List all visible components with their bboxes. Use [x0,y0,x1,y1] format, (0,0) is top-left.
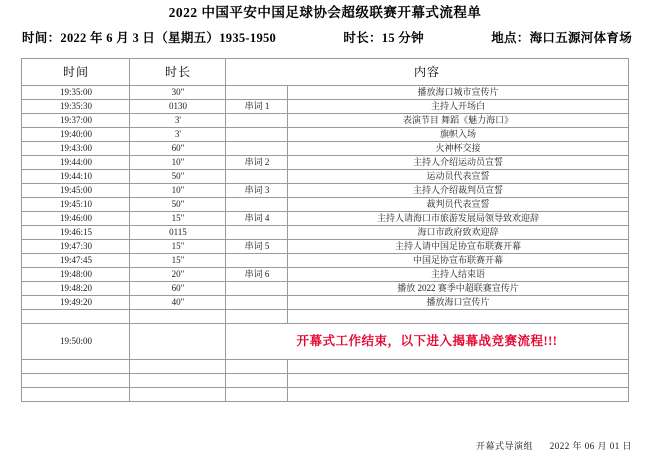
table-row [22,169,628,183]
table-row [22,183,628,197]
cell-duration: 3' [130,113,226,127]
cell-time: 19:46:15 [22,225,130,239]
table-row [22,239,628,253]
cell-desc: 海口市政府致欢迎辞 [288,225,628,239]
cell-desc: 主持人介绍运动员宣誓 [288,155,628,169]
cell-desc: 运动员代表宣誓 [288,169,628,183]
cell-time: 19:44:00 [22,155,130,169]
table-row [22,253,628,267]
table-row-spacer [22,309,628,323]
cell-desc [288,373,628,387]
cell-duration: 60" [130,141,226,155]
cell-time: 19:35:30 [22,99,130,113]
table-row-spacer [22,373,628,387]
cell-time: 19:35:00 [22,85,130,99]
cell-time: 19:40:00 [22,127,130,141]
document-footer [476,439,632,452]
cell-duration: 50" [130,197,226,211]
cell-time [22,387,130,401]
cell-duration [130,359,226,373]
info-time: 时间：2022 年 6 月 3 日（星期五）1935-1950 [22,30,277,45]
cell-desc: 中国足协宣布联赛开幕 [288,253,628,267]
cell-time [22,309,130,323]
table-row-spacer [22,359,628,373]
cell-label [226,141,288,155]
cell-duration: 0115 [130,225,226,239]
cell-label [226,169,288,183]
cell-desc: 旗帜入场 [288,127,628,141]
cell-time-final: 19:50:00 [22,323,130,359]
cell-duration: 40" [130,295,226,309]
cell-desc: 主持人请海口市旅游发展局领导致欢迎辞 [288,211,628,225]
cell-time: 19:47:30 [22,239,130,253]
table-row [22,197,628,211]
cell-duration [130,373,226,387]
table-row [22,99,628,113]
cell-time: 19:48:20 [22,281,130,295]
cell-duration: 50" [130,169,226,183]
cell-desc [288,359,628,373]
final-note-text: 开幕式工作结束，以下进入揭幕战竞赛流程!!! [296,333,558,348]
cell-desc: 主持人介绍裁判员宣誓 [288,183,628,197]
table-row [22,155,628,169]
cell-label [226,309,288,323]
table-row-spacer [22,387,628,401]
cell-desc: 播放 2022 赛季中超联赛宣传片 [288,281,628,295]
schedule-table [21,58,628,402]
cell-label: 串词 5 [226,239,288,253]
table-row [22,267,628,281]
info-venue: 地点：海口五源河体育场 [491,30,632,45]
cell-final-note [226,323,628,359]
table-row [22,113,628,127]
cell-label: 串词 4 [226,211,288,225]
table-row-final [22,323,628,359]
cell-time: 19:43:00 [22,141,130,155]
column-header-content: 内容 [226,58,628,85]
cell-desc: 主持人开场白 [288,99,628,113]
cell-label [226,295,288,309]
table-header-row [22,58,628,85]
table-row [22,225,628,239]
cell-desc: 主持人请中国足协宣布联赛开幕 [288,239,628,253]
column-header-duration: 时长 [130,58,226,85]
cell-label [226,373,288,387]
cell-duration-final [130,323,226,359]
cell-desc: 播放海口宣传片 [288,295,628,309]
cell-label [226,359,288,373]
cell-time: 19:44:10 [22,169,130,183]
cell-time [22,359,130,373]
cell-label: 串词 1 [226,99,288,113]
table-body [22,85,628,401]
cell-time: 19:45:10 [22,197,130,211]
table-row [22,295,628,309]
cell-time: 19:48:00 [22,267,130,281]
page-title: 2022 中国平安中国足球协会超级联赛开幕式流程单 [168,5,482,20]
cell-time: 19:45:00 [22,183,130,197]
cell-duration: 15" [130,253,226,267]
table-row [22,127,628,141]
info-duration: 时长：15 分钟 [343,30,424,45]
cell-desc: 裁判员代表宣誓 [288,197,628,211]
cell-duration: 10" [130,183,226,197]
cell-label [226,387,288,401]
cell-duration [130,309,226,323]
cell-desc: 表演节目 舞蹈《魅力海口》 [288,113,628,127]
cell-time: 19:46:00 [22,211,130,225]
cell-time: 19:47:45 [22,253,130,267]
table-row [22,281,628,295]
cell-time [22,373,130,387]
cell-duration: 3' [130,127,226,141]
cell-label [226,253,288,267]
cell-desc [288,309,628,323]
document-page [0,4,650,460]
cell-duration: 20" [130,267,226,281]
cell-duration [130,387,226,401]
cell-label [226,197,288,211]
cell-label: 串词 6 [226,267,288,281]
cell-desc: 主持人结束语 [288,267,628,281]
cell-desc [288,387,628,401]
cell-duration: 15" [130,211,226,225]
cell-duration: 15" [130,239,226,253]
footer-date: 2022 年 06 月 01 日 [549,441,632,451]
cell-desc: 火神杯交接 [288,141,628,155]
cell-time: 19:37:00 [22,113,130,127]
cell-desc: 播放海口城市宣传片 [288,85,628,99]
table-row [22,141,628,155]
table-row [22,85,628,99]
cell-label [226,85,288,99]
cell-time: 19:49:20 [22,295,130,309]
cell-duration: 0130 [130,99,226,113]
cell-duration: 60" [130,281,226,295]
document-info-row [0,22,650,46]
footer-signature: 开幕式导演组 [475,441,533,451]
column-header-time: 时间 [22,58,130,85]
cell-duration: 10" [130,155,226,169]
cell-label [226,127,288,141]
cell-label: 串词 3 [226,183,288,197]
table-row [22,211,628,225]
cell-label [226,113,288,127]
cell-label: 串词 2 [226,155,288,169]
cell-duration: 30" [130,85,226,99]
cell-label [226,281,288,295]
cell-label [226,225,288,239]
